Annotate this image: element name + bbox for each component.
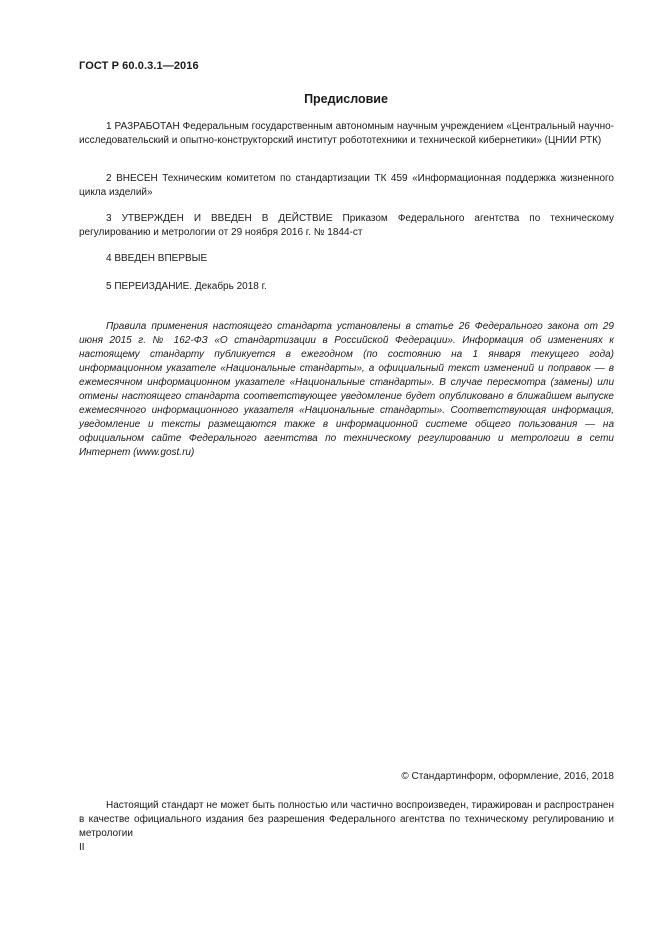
- foreword-item-4: 4 ВВЕДЕН ВПЕРВЫЕ: [106, 253, 208, 264]
- reproduction-notice: Настоящий стандарт не может быть полностью или частично воспроизведен, тиражирован и распространен в качестве официального издания без разрешения Федерального агентства по техническому регулированию и метрологии: [79, 800, 614, 839]
- foreword-item-2: 2 ВНЕСЕН Техническим комитетом по стандартизации ТК 459 «Информационная поддержка жизненного цикла изделий»: [79, 173, 614, 198]
- document-code: ГОСТ Р 60.0.3.1—2016: [79, 60, 199, 72]
- foreword-item-1: 1 РАЗРАБОТАН Федеральным государственным автономным научным учреждением «Центральный научно-исследовательский и опытно-конструкторский институт робототехники и технической кибернетики» (ЦНИИ РТК): [79, 121, 614, 146]
- standard-application-notice: Правила применения настоящего стандарта установлены в статье 26 Федерального закона от 29 июня 2015 г. № 162-ФЗ «О стандартизации в Российской Федерации». Информация об изменениях к настоящему стандарту публикуется в ежегодном (по состоянию на 1 января текущего года) информационном указателе «Национальные стандарты», а официальный текст изменений и поправок — в ежемесячном информационном указателе «Национальные стандарты». В случае пересмотра (замены) или отмены настоящего стандарта соответствующее уведомление будет опубликовано в ближайшем выпуске ежемесячного информационного указателя «Национальные стандарты». Соответствующая информация, уведомление и тексты размещаются также в информационной системе общего пользования — на официальном сайте Федерального агентства по техническому регулированию и метрологии в сети Интернет (www.gost.ru): [79, 321, 614, 458]
- copyright-line: © Стандартинформ, оформление, 2016, 2018: [401, 771, 614, 782]
- foreword-item-3: 3 УТВЕРЖДЕН И ВВЕДЕН В ДЕЙСТВИЕ Приказом Федерального агентства по техническому регулированию и метрологии от 29 ноября 2016 г. № 1844-ст: [79, 213, 614, 238]
- foreword-item-5: 5 ПЕРЕИЗДАНИЕ. Декабрь 2018 г.: [106, 281, 267, 292]
- page-number: II: [79, 842, 85, 853]
- page-title: Предисловие: [304, 92, 388, 106]
